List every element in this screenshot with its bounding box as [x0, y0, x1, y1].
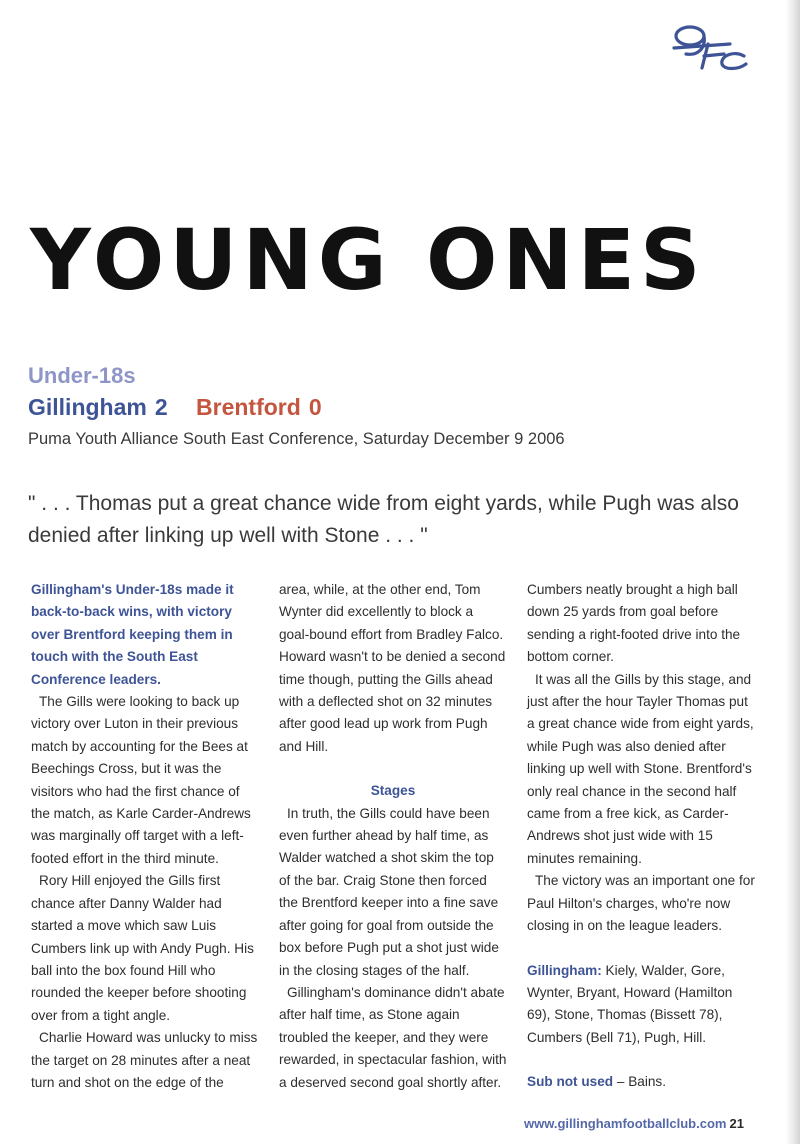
article-column-2	[279, 579, 507, 1094]
gfc-club-logo	[668, 22, 750, 74]
article-paragraph: In truth, the Gills could have been even further ahead by half time, as Walder watched a shot skim the top of the bar. Craig Stone then forced the Brentford keeper into a fine save after going for goal from outside the box before Pugh put a shot just wide in the closing stages of the half.	[279, 805, 499, 978]
page-edge-shadow	[786, 0, 800, 1144]
article-paragraph: Rory Hill enjoyed the Gills first chance after Danny Walder had started a move which saw Luis Cumbers link up with Andy Pugh. His ball into the box found Hill who rounded the keeper before shooting over from a tight angle.	[31, 873, 254, 1023]
away-team: Brentford	[196, 394, 301, 420]
score-line	[28, 394, 322, 421]
article-paragraph: area, while, at the other end, Tom Wynter did excellently to block a goal-bound effort from Bradley Falco. Howard wasn't to be denied a second time though, putting the Gills ahead with a deflected shot on 32 minutes after good lead up work from Pugh and Hill.	[279, 582, 506, 754]
page-title: YOUNG ONES	[30, 211, 706, 309]
article-paragraph: Gillingham's dominance didn't abate after half time, as Stone again troubled the keeper, and they were rewarded, in spectacular fashion, with a deserved second goal shortly after.	[279, 984, 507, 1090]
article-subheading: Stages	[370, 783, 416, 799]
away-score: 0	[308, 394, 322, 420]
article-paragraph: It was all the Gills by this stage, and just after the hour Tayler Thomas put a great chance wide from eight yards, while Pugh was also denied after linking up well with Stone. Brentford's only real chance in the second half came from a free kick, as Carder-Andrews shot just wide with 15 minutes remaining.	[527, 671, 754, 866]
article-column-3	[527, 579, 755, 1094]
competition-line: Puma Youth Alliance South East Conference, Saturday December 9 2006	[28, 430, 565, 448]
article-paragraph: Cumbers neatly brought a high ball down 25 yards from goal before sending a right-footed drive into the bottom corner.	[527, 582, 741, 665]
lineup-players: Kiely, Walder, Gore, Wynter, Bryant, Howard (Hamilton 69), Stone, Thomas (Bissett 78), Cumbers (Bell 71), Pugh, Hill.	[527, 962, 733, 1045]
home-team: Gillingham	[28, 394, 147, 420]
page-footer	[524, 1116, 744, 1131]
article-intro: Gillingham's Under-18s made it back-to-back wins, with victory over Brentford keeping them in touch with the South East Conference leaders.	[31, 582, 234, 687]
team-lineup	[527, 960, 755, 1050]
pull-quote: " . . . Thomas put a great chance wide from eight yards, while Pugh was also denied after linking up well with Stone . . . "	[28, 492, 739, 547]
subs-label: Sub not used	[527, 1074, 614, 1090]
subs-line	[527, 1071, 755, 1093]
article-column-1	[31, 579, 259, 1094]
article-paragraph: The victory was an important one for Paul Hilton's charges, who're now closing in on the league leaders.	[527, 873, 755, 934]
article-paragraph: The Gills were looking to back up victory over Luton in their previous match by accounting for the Bees at Beechings Cross, but it was the visitors who had the first chance of the match, as Karle Carder-Andrews was marginally off target with a left-footed effort in the third minute.	[31, 694, 251, 866]
subs-players: – Bains.	[616, 1074, 666, 1090]
article-paragraph: Charlie Howard was unlucky to miss the target on 28 minutes after a neat turn and shot on the edge of the	[31, 1030, 258, 1090]
lineup-label: Gillingham:	[527, 962, 602, 978]
footer-url: www.gillinghamfootballclub.com	[524, 1116, 727, 1131]
page-number: 21	[729, 1116, 744, 1131]
home-score: 2	[154, 394, 168, 420]
section-label: Under-18s	[28, 363, 136, 388]
